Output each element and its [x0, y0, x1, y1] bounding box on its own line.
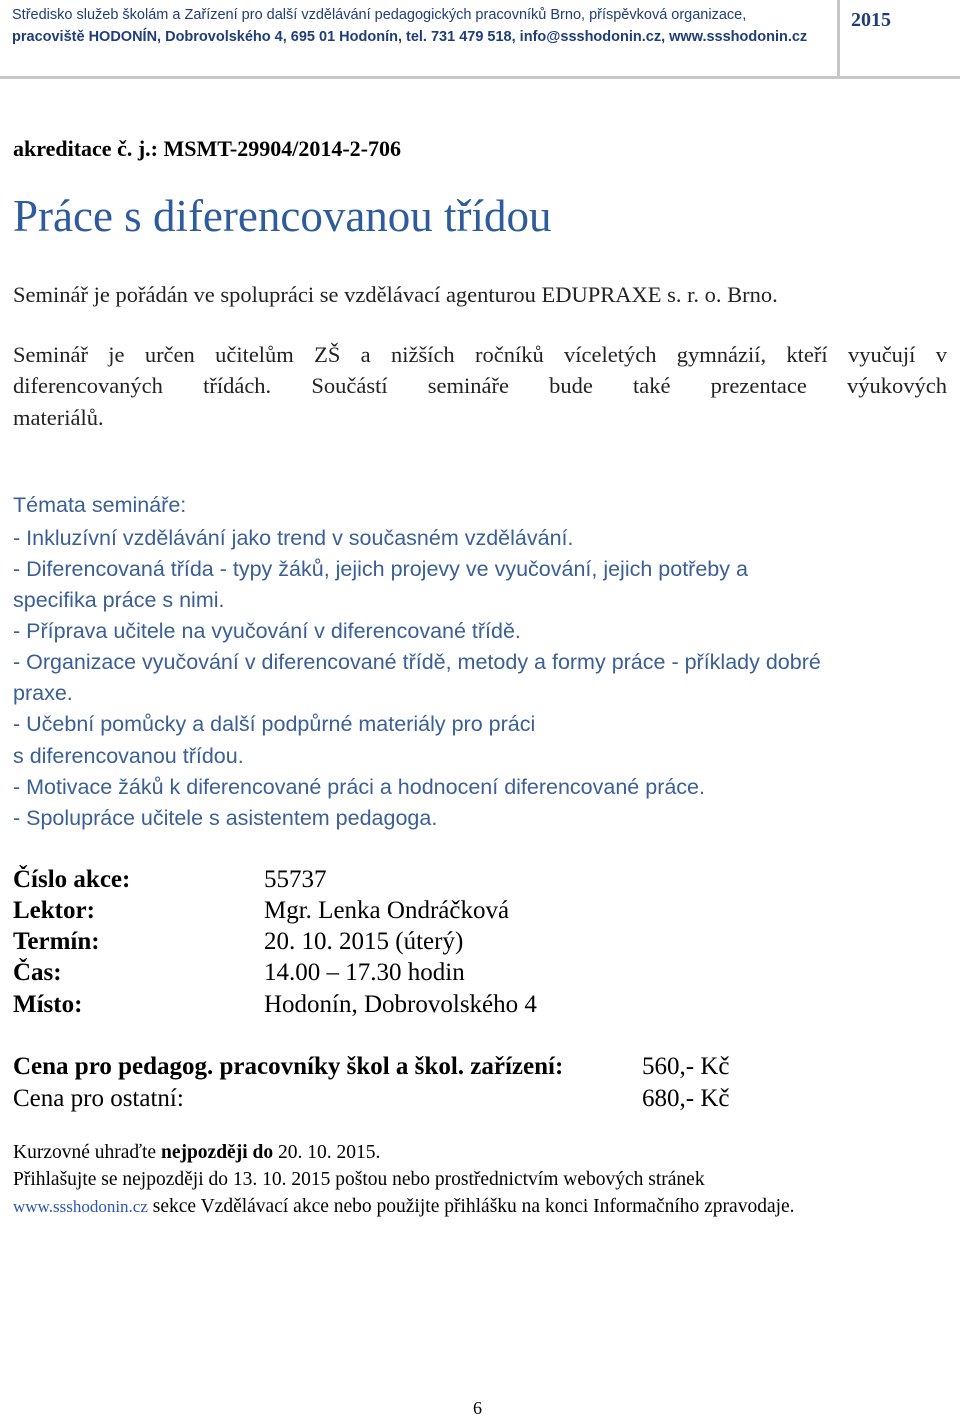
- date-value: 20. 10. 2015 (úterý): [264, 928, 464, 955]
- registration-info: Přihlašujte se nejpozději do 13. 10. 2015 poštou nebo prostřednictvím webových stránek: [13, 1169, 705, 1190]
- lector-label: Lektor:: [13, 897, 95, 924]
- payment-text: Kurzovné uhraďte: [13, 1142, 161, 1163]
- lector-value: Mgr. Lenka Ondráčková: [264, 897, 510, 924]
- header-divider-vertical: [837, 0, 840, 78]
- topic-line: praxe.: [13, 681, 73, 705]
- action-number-label: Číslo akce:: [13, 866, 131, 893]
- topic-line: specifika práce s nimi.: [13, 588, 225, 612]
- place-value: Hodonín, Dobrovolského 4: [264, 991, 537, 1018]
- page-header: [0, 0, 960, 78]
- intro-cooperation: Seminář je pořádán ve spolupráci se vzdělávací agenturou EDUPRAXE s. r. o. Brno.: [13, 282, 778, 307]
- accreditation-number: akreditace č. j.: MSMT-29904/2014-2-706: [13, 136, 401, 161]
- registration-link-line: [13, 1196, 795, 1218]
- website-link[interactable]: www.ssshodonin.cz: [13, 1197, 148, 1216]
- topic-line: - Inkluzívní vzdělávání jako trend v současném vzdělávání.: [13, 526, 574, 550]
- payment-deadline: [13, 1142, 380, 1164]
- teacher-price-label: Cena pro pedagog. pracovníky škol a škol. zařízení:: [13, 1053, 564, 1080]
- action-number-value: 55737: [264, 866, 327, 893]
- topic-line: s diferencovanou třídou.: [13, 744, 244, 768]
- date-label: Termín:: [13, 928, 100, 955]
- payment-bold: nejpozději do: [160, 1142, 274, 1163]
- header-year: 2015: [851, 9, 891, 31]
- topic-line: - Učební pomůcky a další podpůrné materiály pro práci: [13, 712, 536, 736]
- topic-line: - Organizace vyučování v diferencované třídě, metody a formy práce - příklady dobré: [13, 650, 821, 674]
- page-title: Práce s diferencovanou třídou: [13, 191, 552, 241]
- payment-date: 20. 10. 2015.: [273, 1142, 381, 1163]
- intro-audience-line-2: diferencovaných třídách. Součástí semináře bude také prezentace výukových: [13, 373, 947, 398]
- other-price-value: 680,- Kč: [642, 1085, 730, 1112]
- time-value: 14.00 – 17.30 hodin: [264, 959, 465, 986]
- topics-heading: Témata semináře:: [13, 493, 187, 517]
- intro-audience-line-1: Seminář je určen učitelům ZŠ a nižších ročníků víceletých gymnázií, kteří vyučují v: [13, 342, 947, 367]
- header-contact-line: pracoviště HODONÍN, Dobrovolského 4, 695 01 Hodonín, tel. 731 479 518, info@ssshodonin.cz, www.ssshodonin.cz: [12, 29, 808, 45]
- intro-audience-line-3: materiálů.: [13, 405, 104, 430]
- topic-line: - Spolupráce učitele s asistentem pedagoga.: [13, 806, 438, 830]
- header-organization-line: Středisko služeb školám a Zařízení pro další vzdělávání pedagogických pracovníků Brno, příspěvková organizace,: [12, 7, 747, 23]
- page-number: 6: [473, 1398, 482, 1418]
- other-price-label: Cena pro ostatní:: [13, 1085, 184, 1112]
- topic-line: - Diferencovaná třída - typy žáků, jejich projevy ve vyučování, jejich potřeby a: [13, 557, 748, 581]
- teacher-price-value: 560,- Kč: [642, 1053, 730, 1080]
- topic-line: - Motivace žáků k diferencované práci a hodnocení diferencované práce.: [13, 775, 705, 799]
- registration-link-suffix: sekce Vzdělávací akce nebo použijte přihlášku na konci Informačního zpravodaje.: [147, 1196, 795, 1217]
- header-divider-horizontal: [0, 76, 960, 79]
- time-label: Čas:: [13, 959, 62, 986]
- topic-line: - Příprava učitele na vyučování v diferencované třídě.: [13, 619, 521, 643]
- place-label: Místo:: [13, 991, 83, 1018]
